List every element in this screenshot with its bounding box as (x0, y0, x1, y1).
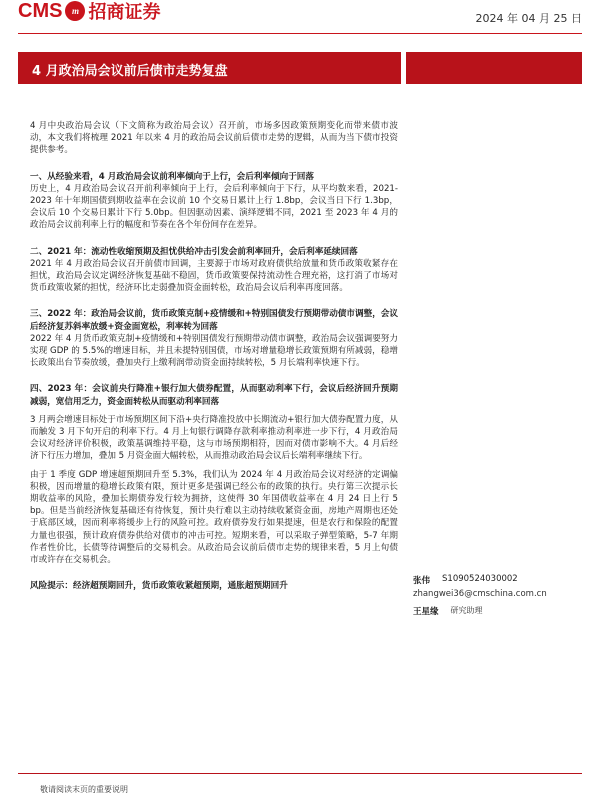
assistant-name: 王星缘 (413, 607, 439, 617)
logo-text-cn: 招商证券 (88, 2, 161, 23)
section-2-heading: 二、2021 年：流动性收缩预期及担忧供给冲击引发会前利率回升，会后利率延续回落 (30, 246, 358, 257)
report-body (30, 120, 398, 593)
section-2-body: 2021 年 4 月政治局会议召开前债市回调，主要源于市场对政府债供给放量和货币政策收紧存在担忧，政治局会议定调经济恢复基础不稳固，货币政策要保持流动性合理充裕，这打消了市场对货币政策收紧的担忧，经济环比走弱叠加资金面转松，政治局会议后利率再度回落。 (30, 258, 398, 294)
title-bar (18, 52, 401, 84)
assistant-role: 研究助理 (450, 606, 483, 615)
conclusion-paragraph: 由于 1 季度 GDP 增速超预期回升至 5.3%，我们认为 2024 年 4 月政治局会议对经济的定调偏积极，因而增量的稳增长政策有限，预计更多是强调已经公布的政策的执行。央行第三次提示长期收益率的风险，叠加长期债券发行较为拥挤，这使得 30 年国债收益率在 4 月 24 日上行 5 bp。但是当前经济恢复基础还有待恢复，预计央行难以主动持续收紧资金面，房地产周期也还处于底部区域，因而利率将缓步上行的风险可控。政府债券发行如果提速，但是农行和保险的配置力量也很强，预计政府债券供给对债市的冲击可控。短期来看，可以采取子弹型策略，5-7 年期作者性价比，长债等待调整后的交易机会。从政治局会议前后债市走势的规律来看，5 月上旬债市或许存在交易机会。 (30, 469, 398, 566)
analyst-id: S1090524030002 (442, 574, 518, 584)
analyst-panel (413, 574, 583, 620)
title-bar-side-block (406, 52, 582, 84)
footer-note: 敬请阅读末页的重要说明 (40, 785, 128, 794)
section-3-heading: 三、2022 年：政治局会议前，货币政策克制+疫情缓和+特别国债发行预期带动债市调整，会议后经济复苏斜率放缓+资金面宽松，利率转为回落 (30, 309, 398, 332)
section-3-body: 2022 年 4 月货币政策克制+疫情缓和+特别国债发行预期带动债市调整，政治局会议强调要努力实现 GDP 的 5.5%的增速目标，并且未提特别国债，市场对增量稳增长政策预期有所减弱，稳增长政策出台节奏放缓，叠加央行上缴利润带动资金面持续转松，5 月长端利率快速下行。 (30, 333, 398, 369)
section-4-body: 3 月两会增速目标处于市场预期区间下沿+央行降准投放中长期流动+银行加大债券配置力度，从而触发 3 月下旬开启的利率下行。4 月上旬银行调降存款利率推动利率进一步下行，4 月政治局会议对经济评价积极，政策基调维持平稳，这与市场预期相符，因而对债市影响不大。4 月后经济下行压力增加，叠加 5 月资金面大幅转松，从而推动政治局会议后长端利率继续下行。 (30, 414, 398, 462)
logo-emblem-icon: m (65, 1, 85, 21)
section-1-heading: 一、从经验来看，4 月政治局会议前利率倾向于上行，会后利率倾向于回落 (30, 171, 314, 182)
page-header (0, 0, 600, 46)
risk-warning: 风险提示：经济超预期回升，货币政策收紧超预期，通胀超预期回升 (30, 581, 288, 592)
report-title: 4 月政治局会议前后债市走势复盘 (32, 64, 228, 79)
analyst-name: 张伟 (413, 576, 431, 586)
header-divider (18, 33, 582, 34)
section-1-body: 历史上，4 月政治局会议召开前利率倾向于上行，会后利率倾向于下行，从平均数来看，2021-2023 年十年期国债到期收益率在会议前 10 个交易日累计上行 1.8bp，会议当日下行 1.3bp，会议后 10 个交易日累计下行 5.0bp。但因驱动因素、演绎逻辑不同，2021 至 2023 年 4 月的政治局会议前利率上行的幅度和节奏在各个年份间存在差异。 (30, 183, 398, 231)
report-date: 2024 年 04 月 25 日 (475, 12, 582, 25)
logo-text-en: CMS (18, 0, 63, 22)
footer-divider (18, 773, 582, 774)
intro-paragraph: 4 月中央政治局会议（下文简称为政治局会议）召开前，市场多因政策预期变化而带来债市波动，本文我们将梳理 2021 年以来 4 月的政治局会议前后债市走势的逻辑，从而为当下债市投资提供参考。 (30, 121, 398, 156)
section-4-heading: 四、2023 年：会议前央行降准+银行加大债券配置，从而驱动利率下行，会议后经济回升预期减弱，宽信用乏力，资金面转松从而驱动利率回落 (30, 384, 398, 407)
company-logo (18, 0, 160, 22)
analyst-email[interactable]: zhangwei36@cmschina.com.cn (413, 589, 547, 599)
